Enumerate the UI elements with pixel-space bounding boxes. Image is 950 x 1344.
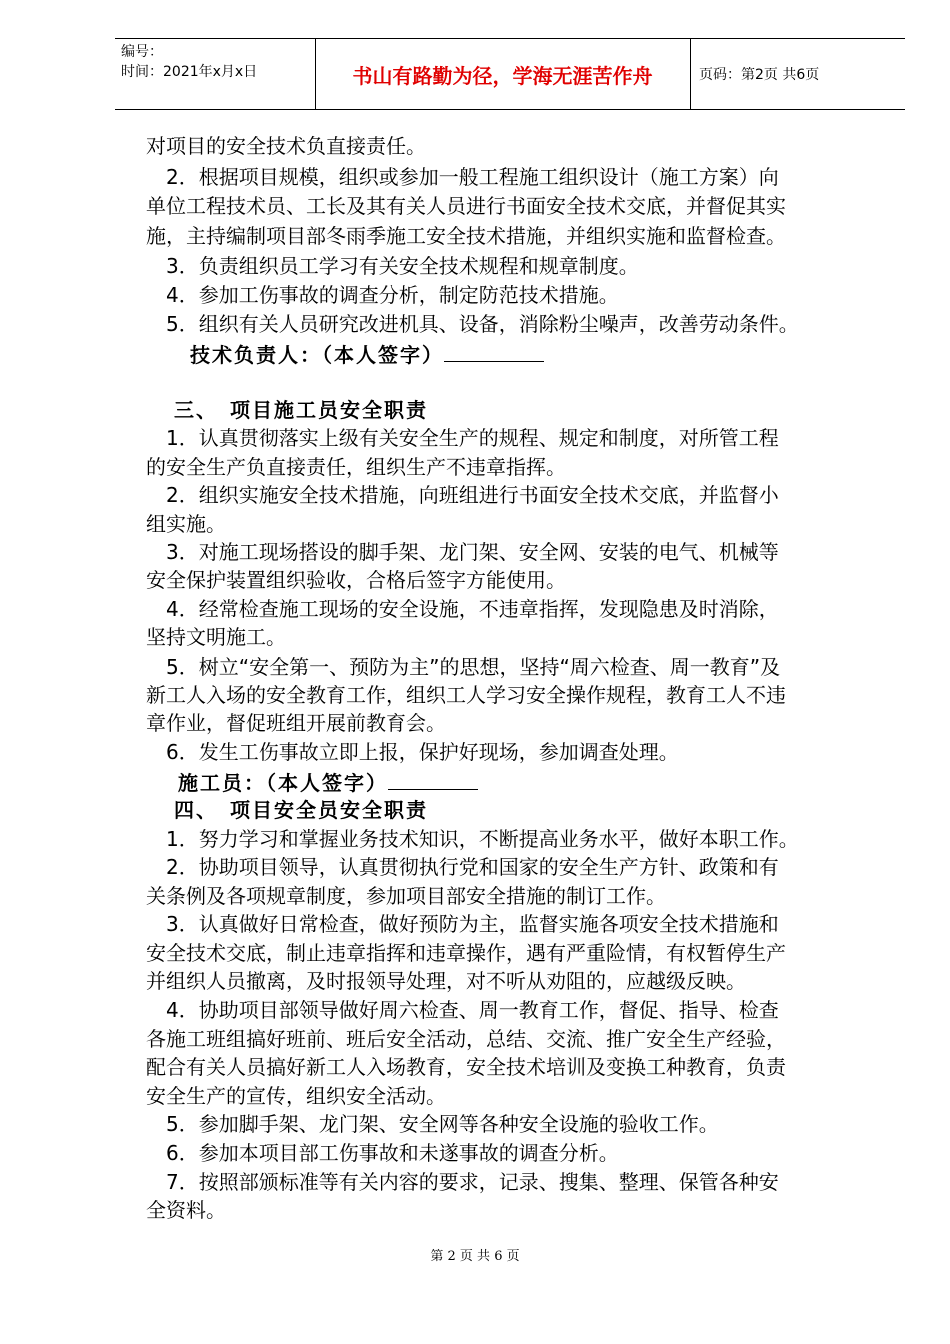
section-heading-3: 三、 项目施工员安全职责 <box>174 398 428 422</box>
text-line: 5．参加脚手架、龙门架、安全网等各种安全设施的验收工作。 <box>146 1112 719 1136</box>
text-line: 7．按照部颁标准等有关内容的要求，记录、搜集、整理、保管各种安 <box>146 1170 779 1194</box>
text-line: 并组织人员撤离，及时报领导处理，对不听从劝阻的，应越级反映。 <box>146 969 746 993</box>
text-line: 6．发生工伤事故立即上报，保护好现场，参加调查处理。 <box>146 740 679 764</box>
text-line: 各施工班组搞好班前、班后安全活动，总结、交流、推广安全生产经验， <box>146 1027 786 1051</box>
text-line: 1．认真贯彻落实上级有关安全生产的规程、规定和制度，对所管工程 <box>146 426 779 450</box>
text-line: 4．经常检查施工现场的安全设施，不违章指挥，发现隐患及时消除， <box>146 597 779 621</box>
page-header <box>115 38 905 110</box>
text-line: 对项目的安全技术负直接责任。 <box>146 134 426 158</box>
document-date-label: 时间：2021年x月x日 <box>121 64 258 80</box>
signature-label: 施工员：（本人签字） <box>178 771 388 795</box>
text-line: 4．参加工伤事故的调查分析，制定防范技术措施。 <box>146 283 619 307</box>
document-number-label: 编号： <box>121 44 163 60</box>
signature-line-construction <box>178 767 478 797</box>
text-line: 全资料。 <box>146 1198 226 1222</box>
text-line: 关条例及各项规章制度，参加项目部安全措施的制订工作。 <box>146 884 666 908</box>
signature-line-tech-lead <box>190 339 544 369</box>
section-heading-4: 四、 项目安全员安全职责 <box>174 798 428 822</box>
text-line: 6．参加本项目部工伤事故和未遂事故的调查分析。 <box>146 1141 619 1165</box>
text-line: 单位工程技术员、工长及其有关人员进行书面安全技术交底，并督促其实 <box>146 194 786 218</box>
text-line: 5．树立“安全第一、预防为主”的思想，坚持“周六检查、周一教育”及 <box>146 655 781 679</box>
text-line: 3．对施工现场搭设的脚手架、龙门架、安全网、安装的电气、机械等 <box>146 540 779 564</box>
text-line: 安全生产的宣传，组织安全活动。 <box>146 1084 446 1108</box>
signature-label: 技术负责人：（本人签字） <box>190 343 444 367</box>
signature-blank <box>388 767 478 790</box>
text-line: 3．负责组织员工学习有关安全技术规程和规章制度。 <box>146 254 639 278</box>
text-line: 的安全生产负直接责任，组织生产不违章指挥。 <box>146 455 566 479</box>
text-line: 安全技术交底，制止违章指挥和违章操作，遇有严重险情，有权暂停生产 <box>146 941 786 965</box>
text-line: 1．努力学习和掌握业务技术知识，不断提高业务水平，做好本职工作。 <box>146 827 799 851</box>
text-line: 坚持文明施工。 <box>146 625 286 649</box>
text-line: 5．组织有关人员研究改进机具、设备，消除粉尘噪声，改善劳动条件。 <box>146 312 799 336</box>
text-line: 章作业，督促班组开展前教育会。 <box>146 711 446 735</box>
text-line: 4．协助项目部领导做好周六检查、周一教育工作，督促、指导、检查 <box>146 998 779 1022</box>
header-divider <box>690 39 691 109</box>
text-line: 2．组织实施安全技术措施，向班组进行书面安全技术交底，并监督小 <box>146 483 779 507</box>
text-line: 组实施。 <box>146 512 226 536</box>
header-motto: 书山有路勤为径，学海无涯苦作舟 <box>352 64 653 88</box>
text-line: 3．认真做好日常检查，做好预防为主，监督实施各项安全技术措施和 <box>146 912 779 936</box>
text-line: 2．根据项目规模，组织或参加一般工程施工组织设计（施工方案）向 <box>146 165 779 189</box>
text-line: 2．协助项目领导，认真贯彻执行党和国家的安全生产方针、政策和有 <box>146 855 779 879</box>
text-line: 新工人入场的安全教育工作，组织工人学习安全操作规程，教育工人不违 <box>146 683 786 707</box>
header-page-code: 页码：第2页 共6页 <box>699 67 820 83</box>
text-line: 施，主持编制项目部冬雨季施工安全技术措施，并组织实施和监督检查。 <box>146 224 786 248</box>
text-line: 配合有关人员搞好新工人入场教育，安全技术培训及变换工种教育，负责 <box>146 1055 786 1079</box>
page-footer: 第 2 页 共 6 页 <box>430 1249 520 1264</box>
signature-blank <box>444 339 544 362</box>
text-line: 安全保护装置组织验收，合格后签字方能使用。 <box>146 568 566 592</box>
